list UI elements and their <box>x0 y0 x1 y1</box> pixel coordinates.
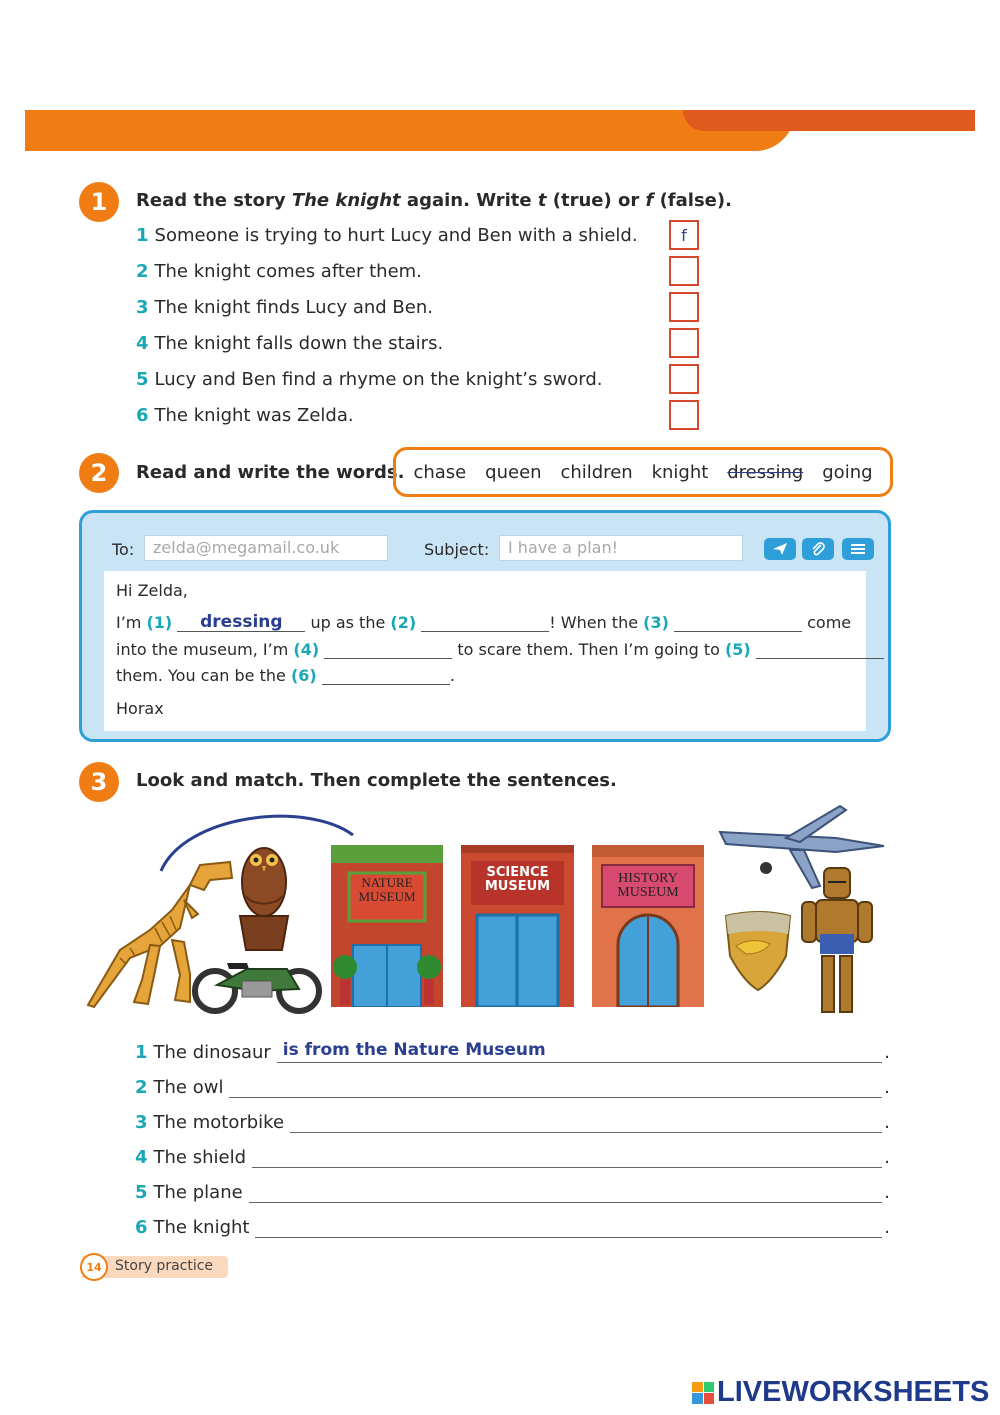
word-bank-word: children <box>560 461 633 483</box>
sentence-row: 5 The plane . <box>135 1182 890 1203</box>
word-bank-word: chase <box>413 461 467 483</box>
menu-icon <box>842 538 874 560</box>
email-line-2: into the museum, I’m (4) to scare them. Then I’m going to (5) <box>116 640 884 659</box>
shield-image <box>722 910 794 992</box>
word-bank-word-used: dressing <box>727 461 804 483</box>
tf-answer-box[interactable] <box>669 328 699 358</box>
tf-answer-box[interactable]: f <box>669 220 699 250</box>
gap-4[interactable] <box>324 641 452 659</box>
section-2-number: 2 <box>79 453 119 493</box>
science-museum-sign: SCIENCE MUSEUM <box>484 865 551 894</box>
sentence-row: 4 The shield . <box>135 1147 890 1168</box>
section-1-number: 1 <box>79 182 119 222</box>
tf-item: 6 The knight was Zelda. <box>136 405 354 426</box>
gap-5[interactable] <box>756 641 884 659</box>
email-body <box>104 571 866 731</box>
word-bank-word: going <box>822 461 873 483</box>
tf-item: 5 Lucy and Ben find a rhyme on the knight’s sword. <box>136 369 603 390</box>
gap-1-answer[interactable]: dressing <box>177 614 305 632</box>
liveworksheets-logo-text: LIVEWORKSHEETS <box>717 1376 990 1408</box>
word-bank-word: knight <box>651 461 709 483</box>
page-number: 14 <box>80 1253 108 1281</box>
sentence-answer[interactable] <box>229 1076 882 1098</box>
email-line-3: them. You can be the (6) . <box>116 666 455 685</box>
tf-answer-box[interactable] <box>669 400 699 430</box>
gap-2[interactable] <box>421 614 549 632</box>
send-icon <box>764 538 796 560</box>
knight-image <box>796 864 878 1020</box>
gap-6[interactable] <box>322 667 450 685</box>
tf-answer-box[interactable] <box>669 256 699 286</box>
nature-museum-image <box>331 845 443 1007</box>
subject-field: I have a plan! <box>499 535 743 561</box>
tf-item: 2 The knight comes after them. <box>136 261 422 282</box>
sentence-answer[interactable] <box>255 1216 882 1238</box>
header-banner <box>25 110 795 151</box>
section-3-heading: Look and match. Then complete the sentences. <box>136 770 617 791</box>
to-field: zelda@megamail.co.uk <box>144 535 388 561</box>
tf-item: 3 The knight finds Lucy and Ben. <box>136 297 433 318</box>
header-banner-accent <box>683 110 975 131</box>
paperclip-icon <box>802 538 834 560</box>
to-label: To: <box>112 540 135 559</box>
tf-item: 1 Someone is trying to hurt Lucy and Ben with a shield. <box>136 225 638 246</box>
history-museum-image <box>592 845 704 1007</box>
word-bank <box>393 447 893 497</box>
history-museum-sign: HISTORY MUSEUM <box>617 871 679 900</box>
sentence-answer[interactable] <box>249 1181 883 1203</box>
email-line-1: I’m (1) dressing up as the (2) ! When the (3) come <box>116 612 852 632</box>
section-1-heading: Read the story The knight again. Write t (true) or f (false). <box>136 190 732 211</box>
tf-answer-box[interactable] <box>669 292 699 322</box>
email-greeting: Hi Zelda, <box>116 581 188 600</box>
sentence-row: 3 The motorbike . <box>135 1112 890 1133</box>
sentence-answer[interactable] <box>252 1146 882 1168</box>
section-3-number: 3 <box>79 762 119 802</box>
sentence-row: 1 The dinosaur is from the Nature Museum . <box>135 1040 890 1063</box>
subject-label: Subject: <box>424 540 490 559</box>
liveworksheets-logo-icon <box>692 1382 714 1404</box>
owl-image <box>232 836 296 954</box>
liveworksheets-logo <box>692 1376 989 1409</box>
email-signoff: Horax <box>116 699 164 718</box>
section-2-heading: Read and write the words. <box>136 462 405 483</box>
footer-label: Story practice <box>115 1258 214 1274</box>
gap-3[interactable] <box>674 614 802 632</box>
sentence-answer[interactable] <box>290 1111 882 1133</box>
motorbike-image <box>187 955 327 1017</box>
tf-answer-box[interactable] <box>669 364 699 394</box>
tf-item: 4 The knight falls down the stairs. <box>136 333 444 354</box>
email-header <box>82 513 888 571</box>
nature-museum-sign: NATURE MUSEUM <box>358 875 416 904</box>
sentence-row: 6 The knight . <box>135 1217 890 1238</box>
word-bank-word: queen <box>485 461 542 483</box>
sentence-answer[interactable]: is from the Nature Museum <box>277 1041 882 1063</box>
sentence-row: 2 The owl . <box>135 1077 890 1098</box>
email-window <box>79 510 891 742</box>
